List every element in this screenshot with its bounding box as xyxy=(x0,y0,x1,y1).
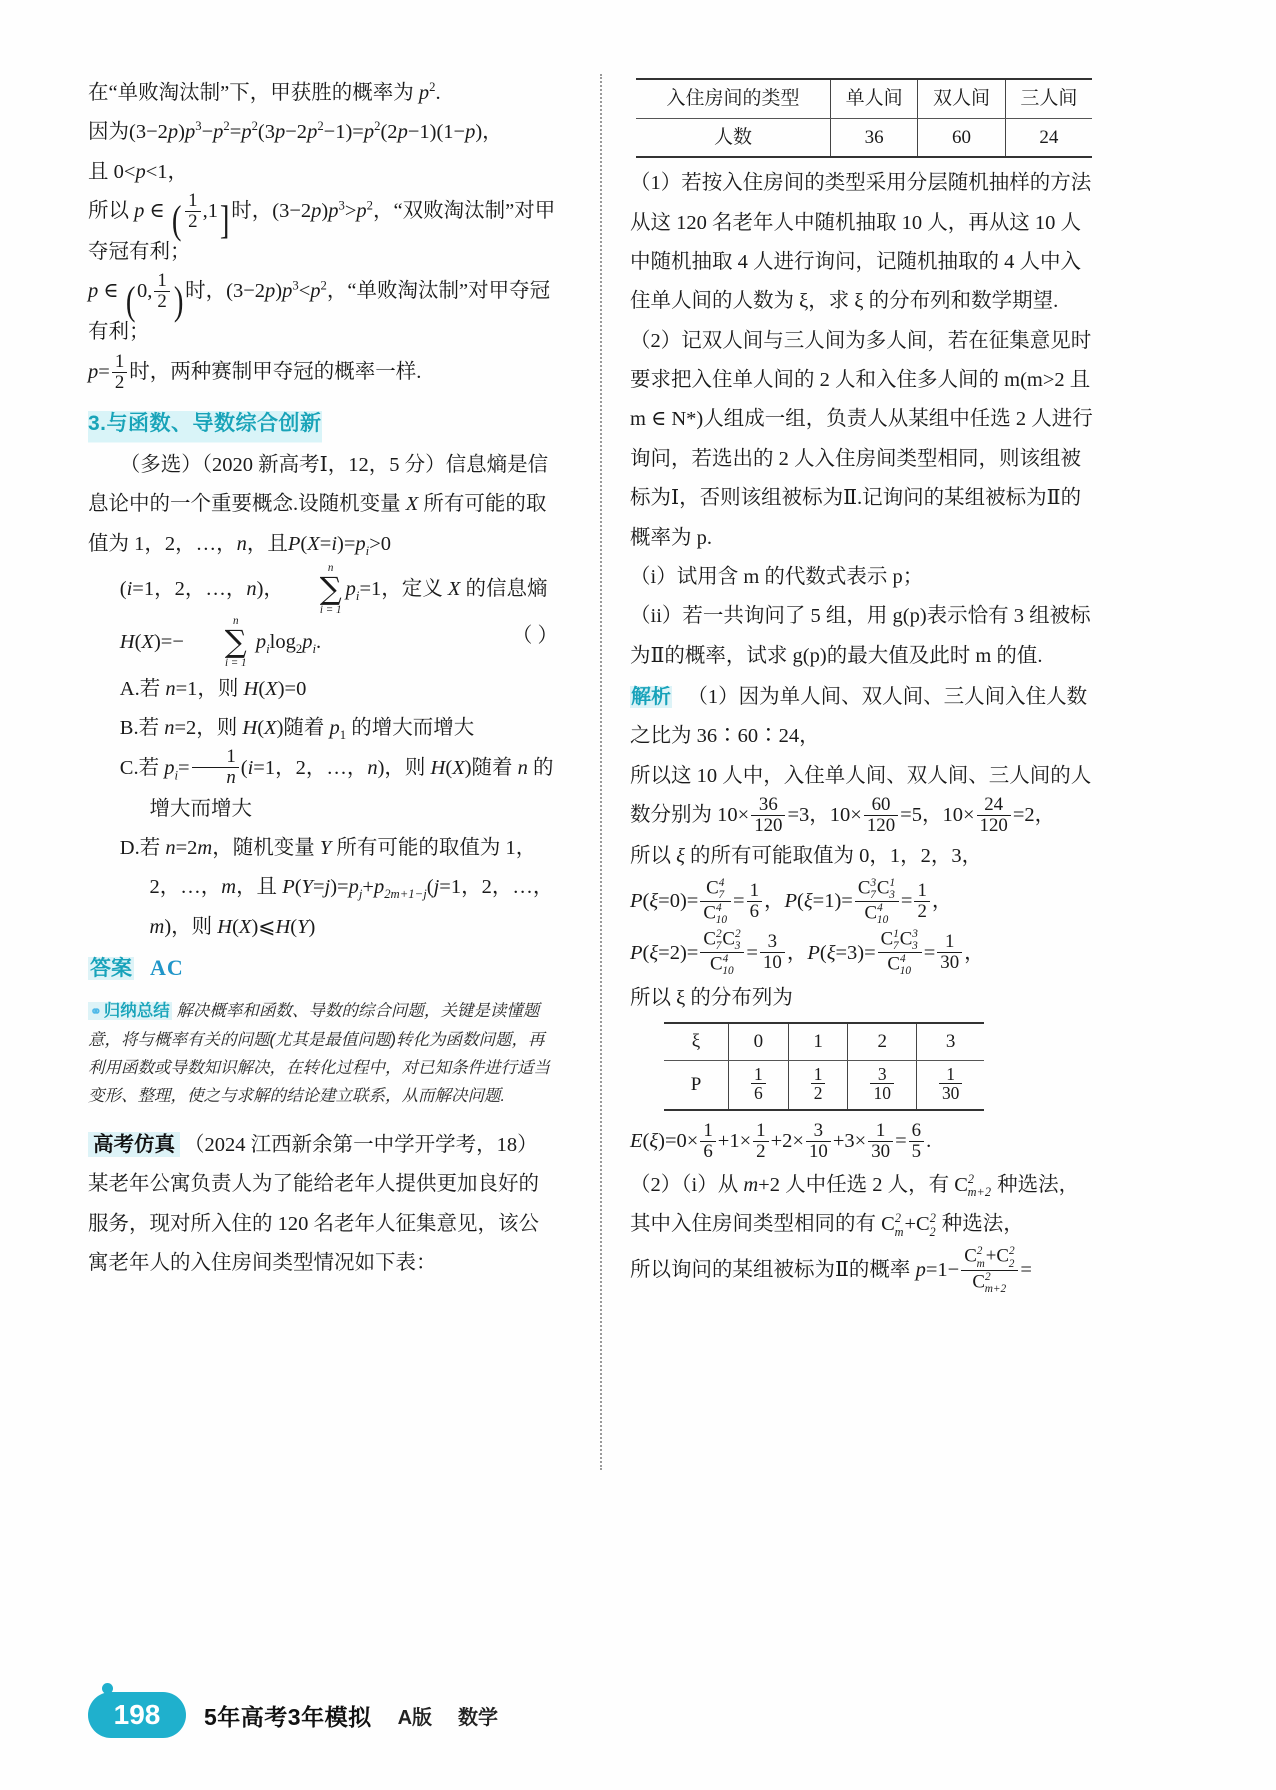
option-c-cont: 增大而增大 xyxy=(149,797,252,820)
page-number: 198 xyxy=(113,1699,161,1730)
dist-num-1: 1 xyxy=(811,1065,826,1085)
summary-block xyxy=(88,997,558,1111)
gaokao-simulation-row xyxy=(88,1125,558,1283)
question-2-ii: （ii）若一共询问了 5 组，用 g(p)表示恰有 3 组被标为Ⅱ的概率，试求 g(p)的最大值及此时 m 的值. xyxy=(630,605,1091,667)
answer-row xyxy=(88,947,558,989)
left-para-4: p ∈ (0, $\frac{1}{2}$ )时，$(3-2p)p^3<p^2$，“单败淘汰制”对甲夺冠有利； xyxy=(88,270,551,344)
table-row-header xyxy=(636,79,1092,118)
footer-subject: 数学 xyxy=(458,1706,499,1729)
solution-step-2: 所以这 10 人中，入住单人间、双人间、三人间的人数分别为 10× $\frac{36}{120}$ =3，10× $\frac{60}{120}$ =5，10× $\frac{24}{120}$ =2， xyxy=(630,764,1092,836)
solution-step-6: 所以 ξ 的分布列为 xyxy=(630,986,793,1009)
solution-row: 解析 （1）因为单人间、双人间、三人间入住人数之比为 36∶60∶24， xyxy=(630,685,1088,748)
answer-value: AC xyxy=(150,954,184,980)
question-2-i: （i）试用含 m 的代数式表示 p； xyxy=(630,565,924,588)
dist-row1-value-3: 3 xyxy=(916,1023,984,1060)
dist-row1-value-2: 2 xyxy=(848,1023,916,1060)
question-source: （多选）（2020 新高考Ⅰ，12，5 分） xyxy=(119,454,446,477)
option-d: D.若 n=2m，随机变量 Y 所有可能的取值为 1， xyxy=(119,836,537,859)
dist-row2-value-2 xyxy=(848,1060,916,1110)
column-divider xyxy=(600,74,602,1470)
question-1: （1）若按入住房间的类型采用分层随机抽样的方法从这 120 名老年人中随机抽取 10 人，再从这 10 人中随机抽取 4 人进行询问，记随机抽取的 4 人中入住单人间的人数为 ξ，求 ξ 的分布列和数学期望. xyxy=(630,172,1092,313)
dist-row2-value-3 xyxy=(916,1060,984,1110)
option-d-cont1: 2，…，m，且 $P(Y=j)=p_j+p_{2m+1-j}(j=1$，2，…， xyxy=(149,876,554,902)
room-table-header-0: 入住房间的类型 xyxy=(636,79,831,118)
left-column xyxy=(88,74,576,1470)
dist-row1-value-0: 0 xyxy=(729,1023,789,1060)
room-table-header-1: 单人间 xyxy=(831,79,918,118)
summary-label-wrap xyxy=(88,1002,172,1020)
table-row-xi xyxy=(664,1023,984,1060)
table-row xyxy=(636,118,1092,157)
question-source-and-body: （多选）（2020 新高考Ⅰ，12，5 分）信息熵是信息论中的一个重要概念.设随机变量 X 所有可能的取值为 1，2，…，n，且$P(X=i)=p_i>0$ xyxy=(88,454,549,558)
option-b: B.若 n=2，则 H(X)随着 $p_1$ 的增大而增大 xyxy=(119,717,475,743)
dist-row2-label: P xyxy=(664,1060,729,1110)
page-footer xyxy=(88,1692,498,1738)
gaokao-source: （2024 江西新余第一中学开学考，18） xyxy=(184,1133,538,1156)
dist-den-1: 2 xyxy=(813,1083,823,1104)
table-row-p xyxy=(664,1060,984,1110)
dist-row1-label: ξ xyxy=(664,1023,729,1060)
left-para-3: 所以 p ∈ ( $\frac{1}{2}$ ,1]时，$(3-2p)p^3>p^2$，“双败淘汰制”对甲夺冠有利； xyxy=(88,189,556,264)
option-d-cont2: m)，则 H(X)⩽H(Y) xyxy=(149,915,316,938)
solution-step-8: （2）（i）从 m+2 人中任选 2 人，有 $C^2_{m+2}$ 种选法， xyxy=(630,1172,1080,1200)
distribution-table xyxy=(664,1022,984,1111)
option-c: C.若 $p_i=$ $\frac{1}{n}$ (i=1，2，…，n)，则 H(X)随着 n 的 xyxy=(119,746,554,789)
dist-row2-value-0 xyxy=(729,1060,789,1110)
solution-step-5: P(ξ=2)= $\frac{C^2_7C^2_3}{C^4_{10}}$ = $\frac{3}{10}$ ，P(ξ=3)= $\frac{C^1_7C^3_3}{C^4_{10}}$ = $\frac{1}{30}$ ， xyxy=(630,928,985,978)
dist-num-2: 3 xyxy=(870,1065,893,1085)
solution-expectation: E(ξ)=0× $\frac{1}{6}$ +1× $\frac{1}{2}$ +2× $\frac{3}{10}$ +3× $\frac{1}{30}$ = $\frac{6}{5}$ . xyxy=(630,1119,932,1162)
left-para-1: 在“单败淘汰制”下，甲获胜的概率为 $p^2$. xyxy=(88,80,441,104)
summary-text: 解决概率和函数、导数的综合问题，关键是读懂题意，将与概率有关的问题(尤其是最值问题)转化为函数问题，再利用函数或导数知识解决，在转化过程中，对已知条件进行适当变形、整理，使之与求解的结论建立联系，从而解决问题. xyxy=(88,1002,550,1106)
question-body-2: (i=1，2，…，n)， n ∑ i = 1 $p_i=1$，定义 X 的信息熵 xyxy=(119,562,548,616)
solution-step-4: P(ξ=0)= $\frac{C^4_7}{C^4_{10}}$ = $\frac{1}{6}$ ，P(ξ=1)= $\frac{C^3_7C^1_3}{C^4_{10}}$ = $\frac{1}{2}$ ， xyxy=(630,877,953,927)
left-para-2: 因为$(3-2p)p^3-p^2=p^2(3p-2p^2-1)=p^2(2p-1)(1-p)$，且 0<p<1， xyxy=(88,119,503,183)
solution-label: 解析 xyxy=(631,685,671,708)
page-number-badge xyxy=(88,1692,186,1738)
summary-label: 归纳总结 xyxy=(103,1002,170,1021)
dist-num-3: 1 xyxy=(939,1065,962,1085)
dist-row2-value-1 xyxy=(788,1060,848,1110)
gaokao-body: 某老年公寓负责人为了能给老年人提供更加良好的服务，现对所入住的 120 名老年人征集意见，该公寓老年人的入住房间类型情况如下表： xyxy=(88,1173,539,1274)
dist-den-3: 30 xyxy=(941,1083,960,1104)
room-table-value-0: 36 xyxy=(831,118,918,157)
question-formula-line: H(X)=− n ∑ i = 1 $p_i\log_2p_i$. （ ） xyxy=(119,614,558,669)
footer-title: 5年高考3年模拟 xyxy=(204,1703,372,1730)
room-table-value-2: 24 xyxy=(1005,118,1092,157)
room-table-header-2: 双人间 xyxy=(918,79,1005,118)
section-heading: 3.与函数、导数综合创新 xyxy=(88,404,322,444)
left-para-5: p= $\frac{1}{2}$ 时，两种赛制甲夺冠的概率一样. xyxy=(88,350,422,393)
gaokao-tag: 高考仿真 xyxy=(88,1132,180,1157)
room-type-table xyxy=(636,78,1092,158)
right-column xyxy=(628,74,1100,1470)
room-table-row-label: 人数 xyxy=(636,118,831,157)
room-table-value-1: 60 xyxy=(918,118,1005,157)
dist-row1-value-1: 1 xyxy=(788,1023,848,1060)
answer-label: 答案 xyxy=(90,956,132,980)
room-table-header-3: 三人间 xyxy=(1005,79,1092,118)
dist-num-0: 1 xyxy=(751,1065,766,1085)
dist-den-2: 10 xyxy=(873,1083,891,1104)
question-2: （2）记双人间与三人间为多人间，若在征集意见时要求把入住单人间的 2 人和入住多人间的 m(m>2 且 m ∈ N*)人组成一组，负责人从某组中任选 2 人进行询问，若选出的 2 人入住房间类型相同，则该组被标为Ⅰ，否则该组被标为Ⅱ.记询问的某组被标为Ⅱ的概率为 p. xyxy=(630,329,1093,549)
two-column-body xyxy=(88,74,1188,1470)
option-a: A.若 n=1，则 H(X)=0 xyxy=(119,677,307,700)
solution-step-9: 其中入住房间类型相同的有 $C^2_m+C^2_2$ 种选法， xyxy=(630,1211,1024,1239)
key-icon: ⚭ xyxy=(90,1003,102,1020)
solution-step-10: 所以询问的某组被标为Ⅱ的概率 p=1− $\frac{C^2_m+C^2_2}{C^2_{m+2}}$ = xyxy=(630,1245,1032,1295)
answer-bracket: （ ） xyxy=(511,624,558,647)
solution-step-3: 所以 ξ 的所有可能取值为 0，1，2，3， xyxy=(630,845,983,867)
footer-edition: A版 xyxy=(397,1706,433,1729)
dist-den-0: 6 xyxy=(754,1083,763,1104)
